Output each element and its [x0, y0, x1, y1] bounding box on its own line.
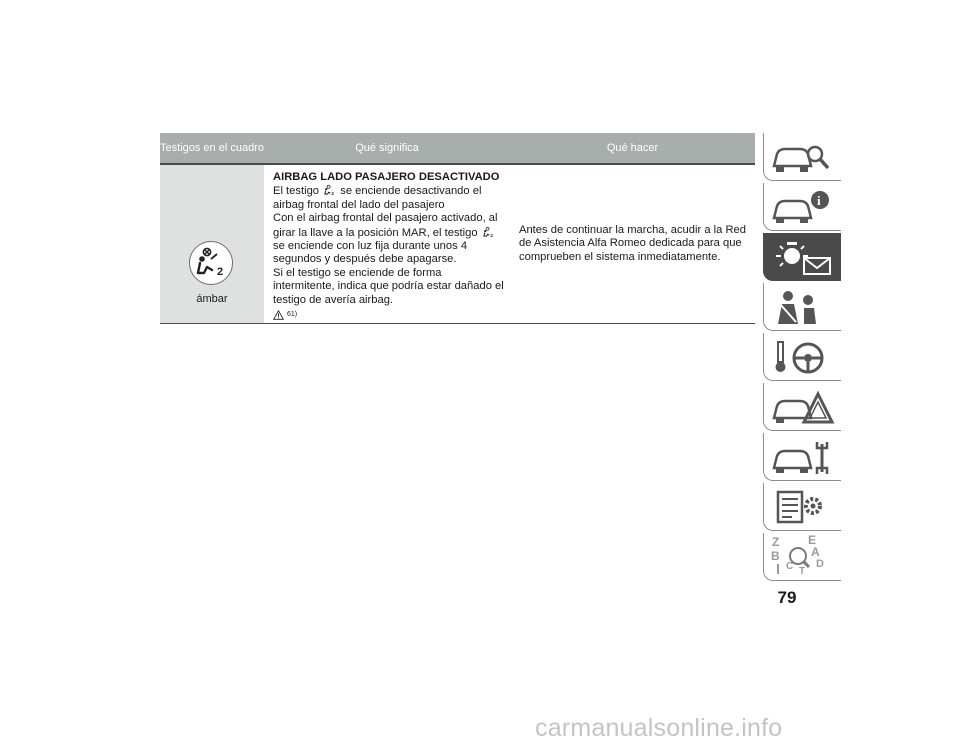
car-magnifier-icon [770, 138, 836, 176]
meaning-text: Con el airbag frontal del pasajero activado, al girar la llave a la posición MAR, el testigo [273, 212, 498, 239]
meaning-text: se enciende desactivando el airbag frontal del lado del pasajero [273, 185, 482, 211]
page-number: 79 [777, 588, 797, 607]
meaning-paragraph-1 [273, 184, 504, 212]
index-letter: D [816, 558, 824, 570]
watermark: carmanualsonline.info [535, 714, 783, 742]
index-letter: C [786, 561, 794, 572]
index-letter: T [799, 566, 806, 577]
warning-reference [273, 308, 504, 321]
action-cell [510, 165, 755, 323]
meaning-text: El testigo [273, 185, 320, 198]
tab-car-info[interactable] [763, 183, 841, 231]
car-wrench-icon [770, 438, 836, 476]
meaning-paragraph-3: Si el testigo se enciende de forma intermitente, indica que podría estar dañado el testigo de avería airbag. [273, 266, 504, 306]
header-action: Qué hacer [606, 142, 659, 154]
meaning-cell [264, 165, 510, 323]
index-letter: E [808, 533, 817, 547]
svg-text:2: 2 [217, 266, 224, 278]
passenger-airbag-off-icon [482, 226, 495, 238]
warning-title: AIRBAG LADO PASAJERO DESACTIVADO [273, 171, 500, 183]
passenger-airbag-off-icon [323, 184, 336, 196]
lamp-color-label: ámbar [196, 293, 228, 305]
svg-text:2: 2 [490, 232, 493, 238]
table-header [160, 133, 755, 165]
car-warning-triangle-icon [770, 388, 836, 426]
warning-ref-number: 61) [287, 311, 298, 319]
tab-emergency[interactable] [763, 383, 841, 431]
header-lamp: Testigos en el cuadro [160, 142, 264, 154]
tab-alphabetical-index[interactable] [763, 533, 841, 581]
index-bar [777, 564, 779, 574]
action-text: Antes de continuar la marcha, acudir a la Red de Asistencia Alfa Romeo dedicada para que comprueben el sistema inmediatamente. [519, 223, 746, 263]
index-letter: A [811, 545, 820, 559]
meaning-text: se enciende con luz fija durante unos 4 segundos y después debe apagarse. [273, 240, 468, 266]
passenger-airbag-off-icon [189, 241, 233, 285]
specs-gear-icon [770, 488, 836, 526]
index-letter: B [771, 549, 780, 563]
tab-safety[interactable] [763, 283, 841, 331]
svg-text:i: i [817, 193, 821, 208]
tab-technical-data[interactable] [763, 483, 841, 531]
table-row [160, 165, 755, 324]
warning-triangle-icon [273, 310, 284, 320]
seatbelt-airbag-icon [770, 288, 836, 326]
tab-car-magnifier[interactable] [763, 133, 841, 181]
car-info-icon [770, 188, 836, 226]
tab-maintenance[interactable] [763, 433, 841, 481]
header-meaning: Qué significa [355, 142, 419, 154]
meaning-paragraph-2 [273, 212, 504, 267]
lamp-cell [160, 165, 264, 323]
warning-light-table [160, 133, 755, 324]
svg-text:2: 2 [331, 191, 335, 197]
key-steering-wheel-icon [770, 338, 836, 376]
tab-warning-lights[interactable] [763, 233, 841, 281]
index-letter: Z [772, 535, 780, 549]
tab-starting-driving[interactable] [763, 333, 841, 381]
warning-light-message-icon [770, 238, 836, 276]
